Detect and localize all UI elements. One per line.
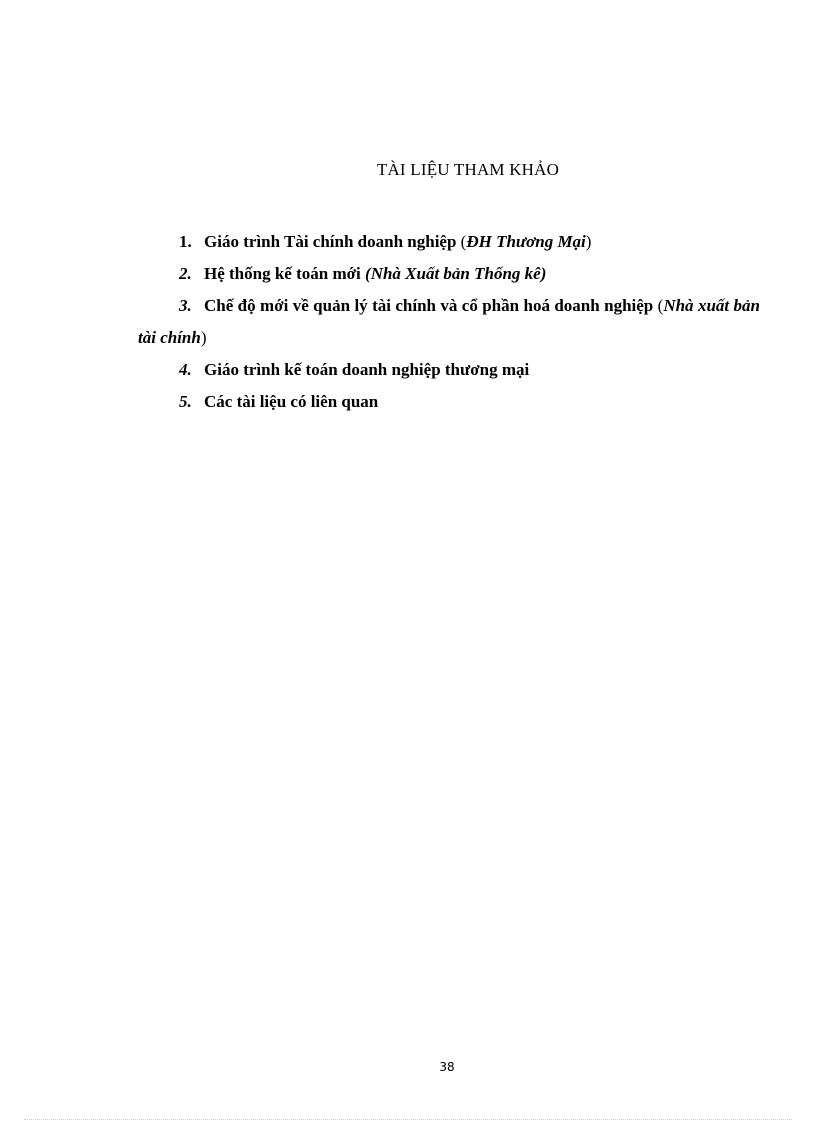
reference-source-open: ( [365, 264, 371, 283]
reference-source: Nhà xuất bản tài chính [138, 296, 760, 347]
reference-source: Nhà Xuất bản Thống kê [370, 264, 541, 283]
reference-source-close: ) [585, 232, 592, 251]
list-item [138, 258, 760, 290]
list-item [138, 354, 760, 386]
page-bottom-divider [24, 1119, 792, 1120]
reference-title: Chế độ mới về quản lý tài chính và cổ phần hoá doanh nghiệp [204, 296, 658, 315]
list-item [138, 226, 760, 258]
list-item [138, 386, 760, 418]
page-title: TÀI LIỆU THAM KHẢO [376, 160, 560, 179]
reference-source-close: ) [200, 328, 207, 347]
reference-number: 2. [179, 264, 192, 283]
reference-title: Hệ thống kế toán mới [204, 264, 366, 283]
reference-source: ĐH Thương Mại [466, 232, 586, 251]
list-item [138, 290, 760, 354]
reference-source-open: ( [657, 296, 664, 315]
reference-title: Giáo trình Tài chính doanh nghiệp [204, 232, 461, 251]
reference-number: 4. [179, 360, 192, 379]
reference-source-close: ) [540, 264, 547, 283]
page-number: 38 [439, 1060, 455, 1074]
reference-number: 1. [179, 232, 192, 251]
reference-number: 5. [179, 392, 192, 411]
reference-list [138, 226, 760, 418]
reference-number: 3. [179, 296, 192, 315]
reference-title: Các tài liệu có liên quan [204, 392, 379, 411]
reference-source-open: ( [460, 232, 467, 251]
reference-title: Giáo trình kế toán doanh nghiệp thương mại [204, 360, 530, 379]
